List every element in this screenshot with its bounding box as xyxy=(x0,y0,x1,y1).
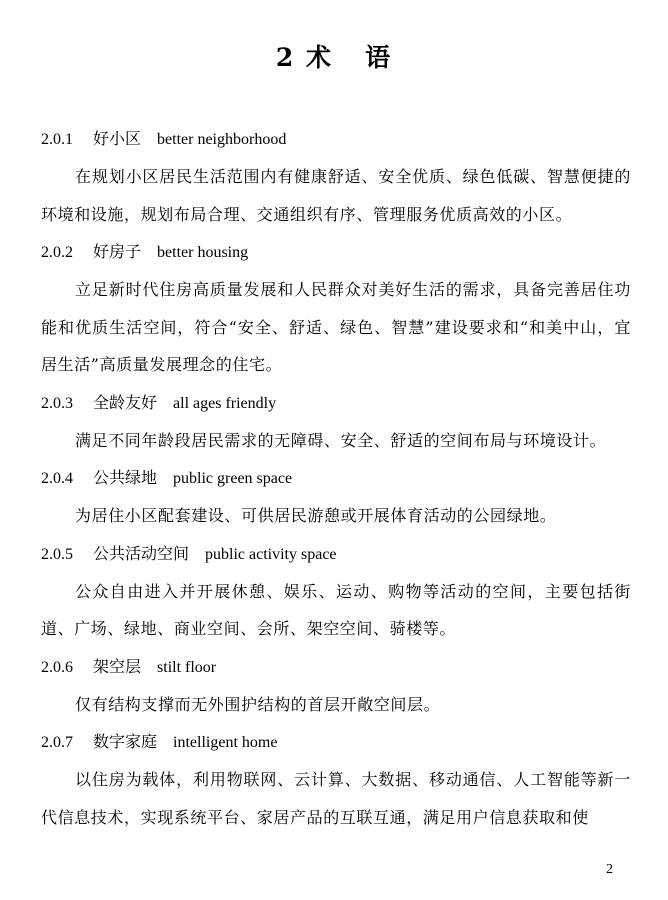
term-english: all ages friendly xyxy=(173,394,277,412)
term-chinese: 好房子 xyxy=(93,242,142,261)
term-number: 2.0.3 xyxy=(41,394,73,412)
term-number: 2.0.1 xyxy=(41,131,73,148)
term-heading xyxy=(41,723,631,761)
term-heading xyxy=(41,384,631,422)
term-english: public green space xyxy=(173,470,293,487)
section-title: 2 术 语 xyxy=(275,43,393,72)
term-definition: 公众自由进入并开展休憩、娱乐、运动、购物等活动的空间，主要包括街道、广场、绿地、商业空间、会所、架空空间、骑楼等。 xyxy=(41,581,631,638)
term-number: 2.0.5 xyxy=(41,545,73,563)
term-english: public activity space xyxy=(205,545,337,563)
term-definition: 仅有结构支撑而无外围护结构的首层开敞空间层。 xyxy=(75,694,441,714)
term-chinese: 公共活动空间 xyxy=(93,543,190,563)
term-heading xyxy=(41,459,631,497)
term-english: better housing xyxy=(157,244,249,261)
term-number: 2.0.4 xyxy=(41,470,73,487)
term-definition: 以住房为载体，利用物联网、云计算、大数据、移动通信、人工智能等新一代信息技术，实现系统平台、家居产品的互联互通，满足用户信息获取和使 xyxy=(41,770,631,827)
term-chinese: 好小区 xyxy=(93,129,142,148)
term-chinese: 全龄友好 xyxy=(93,392,158,412)
term-definition: 在规划小区居民生活范围内有健康舒适、安全优质、绿色低碳、智慧便捷的环境和设施，规划布局合理、交通组织有序、管理服务优质高效的小区。 xyxy=(41,167,631,224)
term-chinese: 架空层 xyxy=(93,656,142,676)
term-chinese: 数字家庭 xyxy=(93,732,158,751)
term-english: stilt floor xyxy=(157,658,217,676)
term-number: 2.0.7 xyxy=(41,734,73,751)
term-number: 2.0.6 xyxy=(41,658,73,676)
term-chinese: 公共绿地 xyxy=(93,468,158,487)
term-heading xyxy=(41,648,631,686)
term-english: better neighborhood xyxy=(157,131,287,148)
term-english: intelligent home xyxy=(173,734,278,751)
term-definition: 满足不同年龄段居民需求的无障碍、安全、舒适的空间布局与环境设计。 xyxy=(75,430,607,450)
term-number: 2.0.2 xyxy=(41,244,73,261)
page-number: 2 xyxy=(606,862,613,877)
terms-list xyxy=(41,120,631,836)
term-heading xyxy=(41,535,631,573)
term-definition: 为居住小区配套建设、可供居民游憩或开展体育活动的公园绿地。 xyxy=(75,506,557,525)
term-heading xyxy=(41,233,631,271)
term-definition: 立足新时代住房高质量发展和人民群众对美好生活的需求，具备完善居住功能和优质生活空间，符合“安全、舒适、绿色、智慧”建设要求和“和美中山，宜居生活”高质量发展理念的住宅。 xyxy=(41,280,631,374)
term-heading xyxy=(41,120,631,158)
